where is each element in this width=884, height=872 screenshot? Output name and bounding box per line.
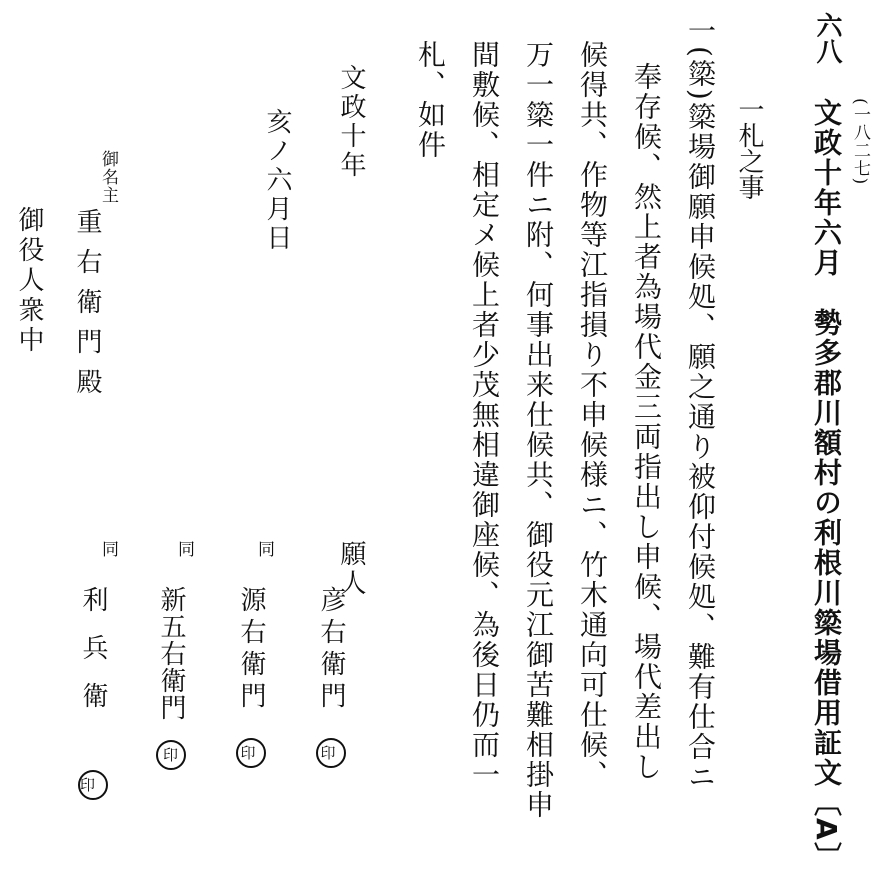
- number-text: 六八: [812, 12, 842, 64]
- document-title: 文政十年六月 勢多郡川額村の利根川簗場借用証文〔A〕: [810, 98, 843, 872]
- signer-2-prefix: 同: [254, 540, 274, 558]
- document-subject: 一札之事: [734, 96, 764, 200]
- seal-icon: 印: [316, 738, 346, 768]
- signer-3: [156, 586, 186, 770]
- body-line-2: 奉存候、然上者為場代金三両指出し申候、場代差出し: [630, 62, 663, 782]
- body-line-5: 間敷候、相定メ候上者少茂無相違御座候、為後日仍而一: [468, 40, 501, 790]
- body-line-3: 候得共、作物等江指損り不申候様ニ、竹木通向可仕候、: [576, 40, 609, 790]
- signer-name: 彦右衛門: [316, 586, 346, 714]
- seal-icon: 印: [78, 770, 108, 800]
- seal-icon: 印: [156, 740, 186, 770]
- document-number: [814, 12, 840, 64]
- body-line-4: 万一簗一件ニ附、何事出来仕候共、御役元江御苦難相掛申: [522, 40, 555, 820]
- signer-4-prefix: 同: [98, 540, 118, 558]
- addressee-office: 御役人衆中: [14, 206, 44, 356]
- body-line-6: 札、如件: [414, 40, 447, 160]
- addressee-name: 重右衛門殿: [72, 208, 102, 408]
- seal-icon: 印: [236, 738, 266, 768]
- signer-name: 源右衛門: [236, 586, 266, 714]
- petitioners-label: 願人: [336, 540, 366, 598]
- signer-3-prefix: 同: [174, 540, 194, 558]
- signer-4: [78, 586, 118, 800]
- signer-1: [316, 586, 346, 768]
- addressee-label: 御名主: [98, 150, 118, 204]
- document-date: 文政十年: [336, 64, 366, 180]
- signer-2: [236, 586, 266, 768]
- year-parenthetical: (一八二七): [850, 98, 870, 186]
- signer-name: 新五右衛門: [156, 586, 186, 721]
- signer-name: 利兵衛: [78, 586, 108, 730]
- body-line-1: 一(簗)簗場御願申候処、願之通り被仰付候処、難有仕合ニ: [684, 16, 717, 792]
- document-date-month: 亥ノ六月日: [262, 108, 292, 253]
